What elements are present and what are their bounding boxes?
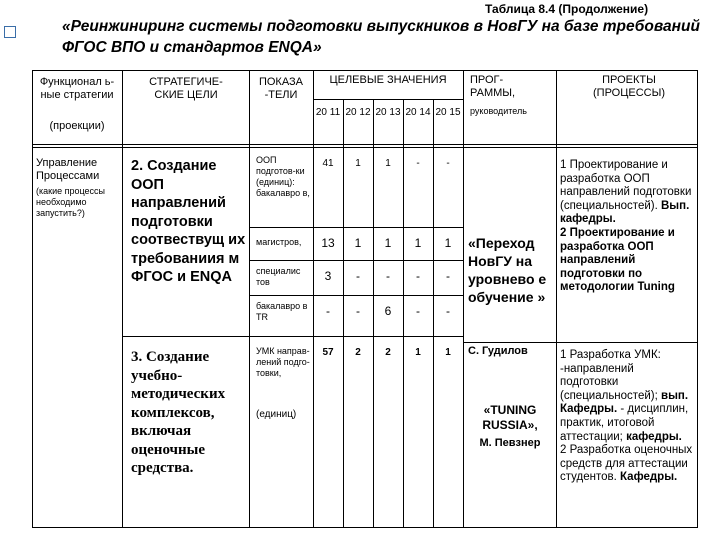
project-tuning-text: 2 Проектирование и разработка ООП направлений подготовки по методологии Tuning bbox=[560, 226, 675, 294]
table-caption: Таблица 8.4 (Продолжение) bbox=[485, 2, 649, 16]
header-programs: ПРОГ-РАММЫ, bbox=[470, 74, 516, 99]
strategy-question: (какие процессы необходимо запустить?) bbox=[36, 186, 106, 218]
bullet-square-icon bbox=[4, 26, 16, 38]
table-cell: - bbox=[446, 158, 450, 169]
table-cell: - bbox=[356, 269, 360, 283]
table-cell: 2 bbox=[355, 347, 361, 358]
table-cell: 57 bbox=[322, 347, 334, 358]
table-cell: - bbox=[356, 304, 360, 318]
header-indicators: ПОКАЗА -ТЕЛИ bbox=[258, 76, 304, 101]
indicator-master: магистров, bbox=[256, 237, 302, 247]
header-year: 20 14 bbox=[405, 107, 431, 118]
indicator-umk: УМК направ-лений подго-товки, bbox=[256, 346, 310, 378]
indicator-specialist: специалис тов bbox=[256, 266, 301, 287]
project-umk-executor: вып. Кафедры. bbox=[560, 389, 689, 416]
table-cell: 1 bbox=[445, 347, 451, 358]
header-year: 20 12 bbox=[345, 107, 371, 118]
project-umk-disciplines: - дисциплин, практик, итоговой аттестации; bbox=[560, 403, 689, 443]
program-tuning-leader: М. Певзнер bbox=[479, 437, 541, 449]
header-year: 20 13 bbox=[375, 107, 401, 118]
goal-2: 2. Создание ООП направлений подготовки соотвествущ их требованиия м ФГОС и ENQA bbox=[131, 158, 246, 285]
header-strategies-sub: (проекции) bbox=[49, 120, 105, 132]
table-cell: - bbox=[416, 269, 420, 283]
header-strategies: Функционал ь-ные стратегии bbox=[39, 76, 115, 101]
table-cell: 2 bbox=[385, 347, 391, 358]
header-year: 20 11 bbox=[315, 107, 341, 118]
indicator-bachelor-tr: бакалавро в TR bbox=[256, 301, 308, 322]
table-cell: 1 bbox=[414, 236, 422, 250]
header-leader: руководитель bbox=[470, 106, 527, 116]
program-transition-leader: С. Гудилов bbox=[468, 345, 528, 357]
header-targets: ЦЕЛЕВЫЕ ЗНАЧЕНИЯ bbox=[329, 74, 447, 86]
project-design-text: 1 Проектирование и разработка ООП направлений подготовки (специальностей). bbox=[560, 159, 692, 212]
table-cell: 1 bbox=[385, 158, 391, 169]
project-design-executor: Вып. кафедры. bbox=[560, 199, 690, 226]
table-cell: - bbox=[416, 158, 420, 169]
project-umk-text: 1 Разработка УМК: -направлений подготовки (специальностей); bbox=[560, 349, 661, 402]
project-assessment-text: 2 Разработка оценочных средств для аттестации студентов. bbox=[560, 444, 693, 484]
table-cell: 13 bbox=[321, 236, 335, 250]
project-umk-disciplines-executor: кафедры. bbox=[626, 430, 682, 443]
table-cell: - bbox=[326, 304, 330, 318]
strategy-name: Управление Процессами bbox=[36, 157, 100, 182]
table-cell: 1 bbox=[355, 158, 361, 169]
table-cell: 6 bbox=[384, 304, 392, 318]
program-tuning: «TUNING RUSSIA», bbox=[482, 403, 538, 432]
indicator-bachelor: ООП подготов-ки (единиц): бакалавро в, bbox=[256, 155, 310, 198]
page-title: «Реинжиниринг системы подготовки выпускников в НовГУ на базе требований ФГОС ВПО и стандартов ENQA» bbox=[62, 18, 700, 56]
project-assessment-executor: Кафедры. bbox=[620, 471, 678, 484]
table-cell: 1 bbox=[384, 236, 392, 250]
table-cell: - bbox=[416, 304, 420, 318]
table-cell: 1 bbox=[415, 347, 421, 358]
table-cell: 1 bbox=[444, 236, 452, 250]
project-umk-list bbox=[560, 349, 694, 485]
header-goals: СТРАТЕГИЧЕ-СКИЕ ЦЕЛИ bbox=[149, 76, 223, 101]
table-cell: - bbox=[386, 269, 390, 283]
program-transition: «Переход НовГУ на уровнево е обучение » bbox=[468, 235, 547, 305]
indicator-umk-units: (единиц) bbox=[256, 409, 297, 420]
project-design-list bbox=[560, 159, 694, 295]
table-cell: 1 bbox=[354, 236, 362, 250]
table-cell: 3 bbox=[324, 269, 332, 283]
table-cell: - bbox=[446, 269, 450, 283]
table-cell: 41 bbox=[322, 158, 334, 169]
table-cell: - bbox=[446, 304, 450, 318]
goal-3: 3. Создание учебно-методических комплексов, включая оценочные средства. bbox=[131, 349, 226, 476]
header-projects: ПРОЕКТЫ (ПРОЦЕССЫ) bbox=[593, 74, 665, 99]
header-year: 20 15 bbox=[435, 107, 461, 118]
